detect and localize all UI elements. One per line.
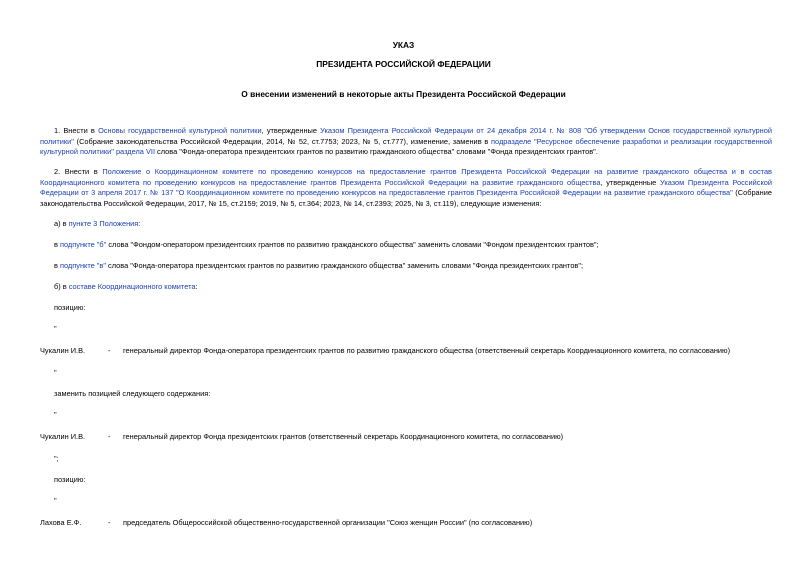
- p2-text-0: 2. Внести в: [54, 167, 103, 176]
- item-a-post: :: [138, 219, 141, 228]
- link-decree-137[interactable]: Указом Президента Российской Федерации от 3 апреля 2017 г. № 137 "О Координационном комитете по проведению конкурсов на предоставление грантов Президента Российской Федерации на развитие гражданского общества": [40, 177, 773, 198]
- link-subpoint-v[interactable]: подпункте "в": [59, 261, 106, 270]
- item-b1-post: слова "Фондом-оператором президентских грантов по развитию гражданского общества" заменить словами "Фондом президентских грантов";: [106, 240, 599, 249]
- quote-close-2: ";: [54, 454, 59, 463]
- link-committee-regulation[interactable]: Положение о Координационном комитете по проведению конкурсов на предоставление грантов Президента Российской Федерации на развитие гражданского общества и в состав Координационного комитета по проведению конкурсов на предоставление грантов Президента Российской Федерации на развитие гражданского общества: [40, 167, 772, 187]
- replace-label: заменить позицией следующего содержания:: [54, 389, 211, 398]
- link-subpoint-b[interactable]: подпункте "б": [59, 240, 107, 249]
- link-subsection-resources[interactable]: подразделе "Ресурсное обеспечение разработки и реализации государственной культурной политики" раздела VII: [40, 136, 772, 157]
- document-heading: О внесении изменений в некоторые акты Президента Российской Федерации: [241, 89, 566, 99]
- p2-text-2: (Собрание законодательства Российской Федерации, 2017, № 15, ст.2159; 2019, № 5, ст.364; 2023, № 14, ст.2393; 2025, № 3, ст.119), следующие изменения:: [40, 188, 772, 208]
- p1-text-1: , утвержденные: [261, 126, 321, 135]
- quote-open-3: ": [54, 496, 57, 505]
- quote-close-1: ": [54, 368, 57, 377]
- document-title: УКАЗ: [392, 40, 415, 50]
- position-label-2: позицию:: [54, 475, 86, 484]
- item-b2: [54, 261, 583, 270]
- member-dash: -: [108, 346, 111, 355]
- item-c: [54, 282, 198, 291]
- item-a-pre: а) в: [54, 219, 69, 228]
- item-b1-pre: в: [54, 240, 60, 249]
- p1-text-0: 1. Внести в: [54, 126, 99, 135]
- member-description: генеральный директор Фонда президентских грантов (ответственный секретарь Координационного комитета, по согласованию): [123, 432, 564, 441]
- link-decree-808[interactable]: Указом Президента Российской Федерации от 24 декабря 2014 г. № 808 "Об утверждении Основ государственной культурной политики": [40, 126, 772, 146]
- member-description: генеральный директор Фонда-оператора президентских грантов по развитию гражданского общества (ответственный секретарь Координационного комитета, по согласованию): [123, 346, 731, 355]
- position-label-1: позицию:: [54, 303, 86, 312]
- member-name: Чукалин И.В.: [40, 432, 86, 441]
- member-name: Чукалин И.В.: [40, 346, 86, 355]
- document-subtitle: ПРЕЗИДЕНТА РОССИЙСКОЙ ФЕДЕРАЦИИ: [316, 59, 491, 69]
- item-b2-post: слова "Фонда-оператора президентских грантов по развитию гражданского общества" заменить словами "Фонда президентских грантов";: [105, 261, 584, 270]
- member-dash: -: [108, 432, 111, 441]
- item-b1: [54, 240, 599, 249]
- p2-text-1: , утвержденные: [600, 177, 660, 187]
- p1-text-2: (Собрание законодательства Российской Федерации, 2014, № 52, ст.7753; 2023, № 5, ст.777), изменение, заменив в: [73, 136, 492, 146]
- quote-open-2: ": [54, 410, 57, 419]
- paragraph-1: [40, 126, 772, 158]
- member-name: Лахова Е.Ф.: [40, 518, 82, 527]
- item-b2-pre: в: [54, 261, 60, 270]
- item-c-pre: б) в: [54, 282, 69, 291]
- item-a: [54, 219, 140, 228]
- link-committee-composition[interactable]: составе Координационного комитета: [68, 282, 196, 291]
- item-c-post: :: [195, 282, 198, 291]
- link-cultural-policy-basics[interactable]: Основы государственной культурной политики: [98, 126, 262, 135]
- paragraph-2: [40, 167, 772, 209]
- member-dash: -: [108, 518, 111, 527]
- p1-text-3: слова "Фонда-оператора президентских грантов по развитию гражданского общества" словами "Фонда президентских грантов".: [155, 147, 598, 157]
- quote-open-1: ": [54, 324, 57, 333]
- link-point-3[interactable]: пункте 3 Положения: [68, 219, 139, 228]
- member-description: председатель Общероссийской общественно-государственной организации "Союз женщин России" (по согласованию): [123, 518, 533, 527]
